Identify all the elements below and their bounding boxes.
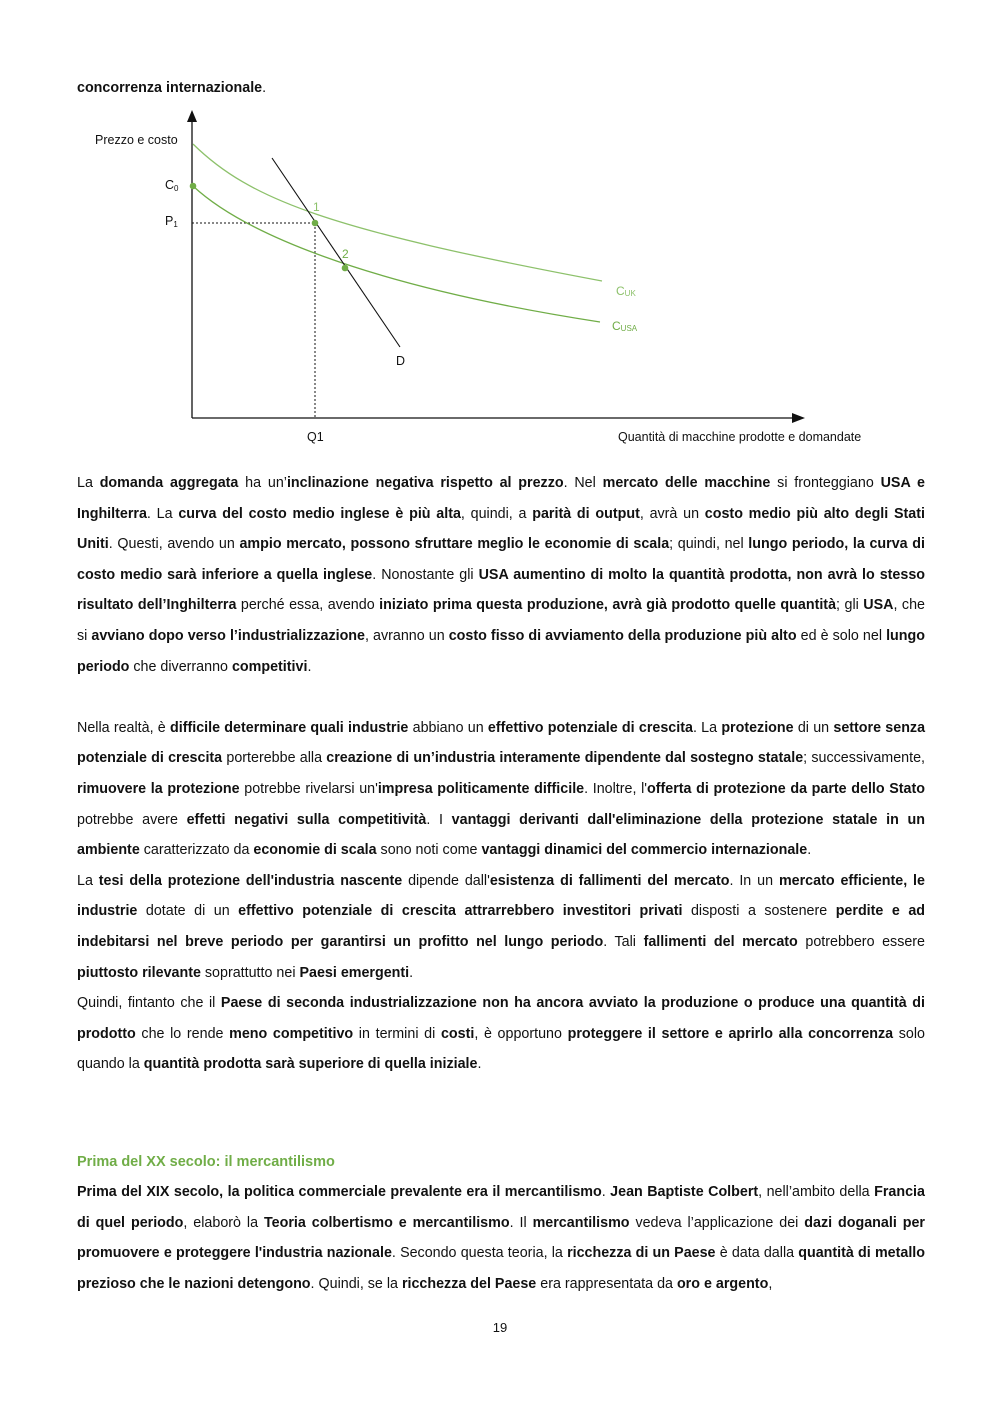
intro-line: [77, 76, 266, 100]
cost-demand-chart: [0, 100, 1000, 450]
bold-text: mercato efficiente, le industrie: [77, 872, 925, 920]
bold-text: fallimenti del mercato: [643, 933, 798, 950]
bold-text: quantità di metallo prezioso che le nazioni detengono: [77, 1245, 925, 1292]
bold-text: creazione di un’industria interamente dipendente dal sostegno statale: [326, 750, 804, 767]
text-run: , avranno un: [364, 627, 449, 644]
paragraph-conclusion: [77, 988, 925, 1080]
text-run: solo quando la: [77, 1025, 925, 1073]
text-run: caratterizzato da: [139, 842, 254, 859]
text-run: Nella realtà, è: [77, 719, 171, 736]
section-heading: Prima del XX secolo: il mercantilismo: [77, 1154, 335, 1170]
text-run: , avrà un: [639, 505, 705, 522]
text-run: che lo rende: [135, 1025, 230, 1042]
text-run: di un: [793, 719, 834, 736]
text-run: . Questi, avendo un: [108, 536, 240, 553]
series-label-d: D: [396, 354, 406, 368]
paragraph-mercantilism: [77, 1177, 925, 1299]
text-run: ed è solo nel: [796, 627, 887, 644]
text-run: si fronteggiano: [770, 475, 881, 491]
bold-text: costo fisso di avviamento della produzione più alto: [448, 627, 797, 644]
text-run: .: [307, 658, 312, 675]
text-run: . La: [692, 719, 722, 736]
page-number: 19: [492, 1320, 508, 1335]
bold-text: parità di output: [532, 505, 640, 522]
text-run: ; quindi, nel: [669, 536, 749, 553]
text-run: .: [409, 964, 414, 981]
bold-text: lungo periodo: [77, 627, 925, 675]
text-run: potrebbe rivelarsi un': [239, 780, 378, 797]
text-run: potrebbero essere: [797, 933, 926, 950]
bold-text: USA e Inghilterra: [77, 475, 925, 522]
bold-text: Paese di seconda industrializzazione non ha ancora avviato la produzione o produce una quantità di prodotto: [77, 995, 926, 1042]
text-run: dipende dall': [402, 872, 490, 889]
text-run: vedeva l’applicazione dei: [629, 1214, 805, 1231]
text-run: La: [77, 475, 100, 491]
point-2-label: 2: [342, 247, 349, 261]
text-run: , elaborò la: [183, 1214, 264, 1231]
text-run: che diverranno: [129, 658, 232, 675]
x-axis: [192, 413, 805, 423]
x-tick-q1: Q1: [307, 430, 324, 444]
text-run: . Secondo questa teoria, la: [391, 1245, 568, 1262]
bold-text: USA aumentino di molto la quantità prodotta, non avrà lo stesso risultato dell’Inghilterra: [77, 566, 925, 614]
body-text-2: [77, 1177, 925, 1299]
bold-text: competitivi: [231, 658, 308, 675]
bold-text: ampio mercato, possono sfruttare meglio le economie di scala: [239, 536, 670, 553]
paragraph-reality: [77, 713, 925, 866]
text-run: , nell’ambito della: [758, 1184, 875, 1200]
paragraph-infant-industry: [77, 866, 925, 988]
text-run: . Quindi, se la: [310, 1275, 402, 1292]
bold-text: impresa politicamente difficile: [377, 780, 585, 797]
y-tick-p1: P1: [165, 214, 178, 229]
y-tick-c0: C0: [165, 178, 179, 193]
series-label-cuk: CUK: [616, 284, 636, 298]
bold-text: effetti negativi sulla competitività: [186, 811, 427, 828]
y-axis: [187, 110, 197, 418]
bold-text: iniziato prima questa produzione, avrà già prodotto quelle quantità: [379, 597, 837, 614]
text-run: abbiano un: [408, 719, 488, 736]
text-run: , quindi, a: [460, 505, 533, 522]
bold-text: difficile determinare quali industrie: [170, 719, 409, 736]
text-run: in termini di: [353, 1025, 441, 1042]
bold-text: settore senza potenziale di crescita: [77, 719, 926, 767]
text-run: , è opportuno: [474, 1025, 568, 1042]
bold-text: concorrenza internazionale: [77, 80, 263, 96]
text-run: . La: [146, 505, 179, 522]
point-2: [342, 265, 349, 272]
bold-text: proteggere il settore e aprirlo alla concorrenza: [567, 1025, 894, 1042]
text-run: .: [262, 80, 267, 96]
text-run: Quindi, fintanto che il: [77, 995, 221, 1012]
text-run: . Tali: [603, 933, 644, 950]
bold-text: costo medio più alto degli Stati Uniti: [77, 505, 925, 553]
bold-text: perdite e ad indebitarsi nel breve periodo per garantirsi un profitto nel lungo periodo: [77, 903, 926, 950]
text-run: . Il: [509, 1214, 533, 1231]
point-1: [312, 220, 319, 227]
paragraph-demand: [77, 468, 925, 682]
body-text: [77, 468, 925, 1080]
text-run: dotate di un: [137, 903, 239, 920]
text-run: porterebbe alla: [222, 750, 327, 767]
bold-text: Teoria colbertismo e mercantilismo: [264, 1214, 510, 1231]
bold-text: piuttosto rilevante: [77, 964, 201, 981]
bold-text: oro e argento: [676, 1275, 769, 1292]
bold-text: lungo periodo, la curva di costo medio sarà inferiore a quella inglese: [77, 536, 925, 583]
text-run: è data dalla: [715, 1245, 799, 1262]
bold-text: mercato delle macchine: [602, 475, 771, 491]
bold-text: curva del costo medio inglese è più alta: [178, 505, 461, 522]
text-run: .: [807, 842, 812, 859]
bold-text: Jean Baptiste Colbert: [610, 1184, 759, 1200]
bold-text: rimuovere la protezione: [77, 780, 240, 797]
text-run: , che si: [77, 597, 925, 644]
bold-text: domanda aggregata: [99, 475, 239, 491]
bold-text: dazi doganali per promuovere e proteggere l'industria nazionale: [77, 1214, 925, 1262]
bold-text: economie di scala: [253, 842, 377, 859]
text-run: .: [601, 1184, 611, 1200]
bold-text: effettivo potenziale di crescita attrarrebbero investitori privati: [238, 903, 683, 920]
text-run: La: [77, 872, 99, 889]
text-run: . I: [426, 811, 452, 828]
bold-text: Prima del XIX secolo, la politica commerciale prevalente era il mercantilismo: [77, 1184, 602, 1200]
bold-text: Francia di quel periodo: [77, 1184, 925, 1231]
text-run: ; successivamente,: [803, 750, 925, 767]
text-run: sono noti come: [376, 842, 482, 859]
bold-text: effettivo potenziale di crescita: [487, 719, 693, 736]
bold-text: Paesi emergenti: [299, 964, 410, 981]
bold-text: vantaggi derivanti dall'eliminazione della protezione statale in un ambiente: [77, 811, 926, 859]
series-label-cusa: CUSA: [612, 319, 638, 333]
bold-text: quantità prodotta sarà superiore di quella iniziale: [143, 1056, 478, 1073]
bold-text: ricchezza del Paese: [401, 1275, 537, 1292]
text-run: ha un’: [238, 475, 287, 491]
x-axis-label: Quantità di macchine prodotte e domandate: [618, 430, 862, 444]
bold-text: costi: [440, 1025, 475, 1042]
bold-text: offerta di protezione da parte dello Stato: [647, 780, 926, 797]
text-run: potrebbe avere: [77, 811, 187, 828]
point-1-label: 1: [313, 200, 320, 214]
text-run: .: [477, 1056, 482, 1073]
curve-cuk: [193, 144, 602, 281]
text-run: disposti a sostenere: [682, 903, 836, 920]
bold-text: esistenza di fallimenti del mercato: [489, 872, 730, 889]
demand-line: [272, 158, 400, 347]
bold-text: tesi della protezione dell'industria nascente: [98, 872, 403, 889]
text-run: soprattutto nei: [200, 964, 300, 981]
point-c0: [190, 183, 197, 190]
text-run: . Inoltre, l': [584, 780, 647, 797]
bold-text: USA: [863, 597, 894, 614]
text-run: . In un: [729, 872, 779, 889]
text-run: perché essa, avendo: [236, 597, 380, 614]
text-run: . Nonostante gli: [372, 566, 479, 583]
bold-text: ricchezza di un Paese: [567, 1245, 716, 1262]
bold-text: meno competitivo: [229, 1025, 354, 1042]
text-run: era rappresentata da: [536, 1275, 677, 1292]
y-axis-label: Prezzo e costo: [95, 133, 178, 147]
text-run: . Nel: [563, 475, 603, 491]
bold-text: mercantilismo: [532, 1214, 630, 1231]
bold-text: vantaggi dinamici del commercio internazionale: [481, 842, 808, 859]
text-run: ; gli: [836, 597, 864, 614]
bold-text: inclinazione negativa rispetto al prezzo: [286, 475, 564, 491]
bold-text: avviano dopo verso l’industrializzazione: [91, 627, 365, 644]
bold-text: protezione: [721, 719, 794, 736]
curve-cusa: [193, 186, 600, 322]
text-run: ,: [768, 1275, 773, 1292]
